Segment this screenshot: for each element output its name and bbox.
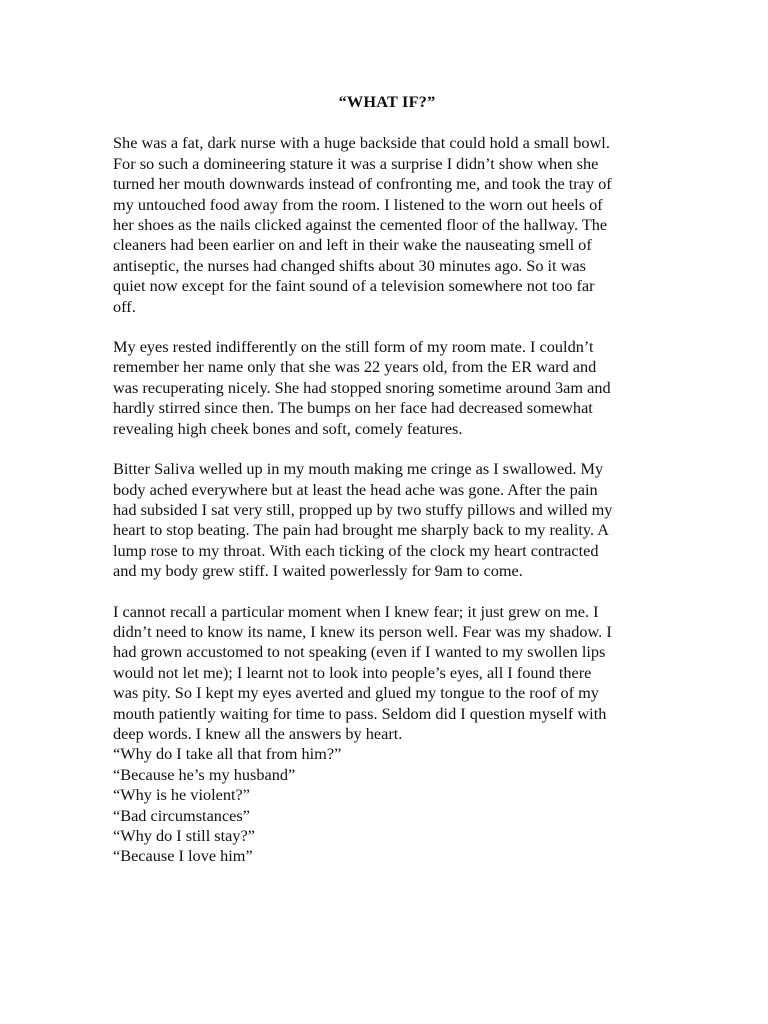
text-line: I cannot recall a particular moment when I knew fear; it just grew on me. I (113, 601, 599, 621)
text-line: quiet now except for the faint sound of a television somewhere not too far (113, 276, 595, 296)
text-line: mouth patiently waiting for time to pass. Seldom did I question myself with (113, 703, 607, 723)
text-line: her shoes as the nails clicked against the cemented floor of the hallway. The (113, 215, 608, 235)
paragraph-4 (113, 602, 661, 867)
text-line: would not let me); I learnt not to look into people’s eyes, all I found there (113, 662, 592, 682)
text-line: antiseptic, the nurses had changed shifts about 30 minutes ago. So it was (113, 255, 586, 275)
text-line: had subsided I sat very still, propped up by two stuffy pillows and willed my (113, 499, 613, 519)
text-line: She was a fat, dark nurse with a huge backside that could hold a small bowl. (113, 133, 610, 153)
text-line: Bitter Saliva welled up in my mouth making me cringe as I swallowed. My (113, 459, 604, 479)
text-line: revealing high cheek bones and soft, comely features. (113, 418, 463, 438)
text-line: For so such a domineering stature it was a surprise I didn’t show when she (113, 153, 599, 173)
dialogue-line: “Because he’s my husband” (113, 764, 296, 784)
text-line: My eyes rested indifferently on the still form of my room mate. I couldn’t (113, 337, 594, 357)
text-line: deep words. I knew all the answers by heart. (113, 723, 403, 743)
text-line: hardly stirred since then. The bumps on her face had decreased somewhat (113, 398, 593, 418)
text-line: didn’t need to know its name, I knew its person well. Fear was my shadow. I (113, 621, 612, 641)
dialogue-line: “Why is he violent?” (113, 785, 250, 805)
text-line: and my body grew stiff. I waited powerlessly for 9am to come. (113, 561, 523, 581)
text-line: off. (113, 296, 136, 316)
dialogue-line: “Bad circumstances” (113, 805, 250, 825)
text-line: my untouched food away from the room. I listened to the worn out heels of (113, 194, 603, 214)
text-line: turned her mouth downwards instead of confronting me, and took the tray of (113, 174, 612, 194)
text-line: had grown accustomed to not speaking (even if I wanted to my swollen lips (113, 642, 606, 662)
dialogue-line: “Because I love him” (113, 846, 253, 866)
text-line: body ached everywhere but at least the head ache was gone. After the pain (113, 479, 598, 499)
text-line: remember her name only that she was 22 years old, from the ER ward and (113, 357, 597, 377)
paragraph-2 (113, 337, 661, 439)
document-body (113, 92, 661, 887)
text-line: heart to stop beating. The pain had brought me sharply back to my reality. A (113, 520, 610, 540)
text-line: was pity. So I kept my eyes averted and glued my tongue to the roof of my (113, 683, 599, 703)
paragraph-1 (113, 133, 661, 317)
dialogue-line: “Why do I take all that from him?” (113, 744, 342, 764)
text-line: lump rose to my throat. With each ticking of the clock my heart contracted (113, 540, 599, 560)
document-title: “WHAT IF?” (338, 92, 436, 111)
dialogue-line: “Why do I still stay?” (113, 826, 255, 845)
text-line: was recuperating nicely. She had stopped snoring sometime around 3am and (113, 377, 611, 397)
paragraph-3 (113, 459, 661, 581)
text-line: cleaners had been earlier on and left in their wake the nauseating smell of (113, 235, 592, 255)
